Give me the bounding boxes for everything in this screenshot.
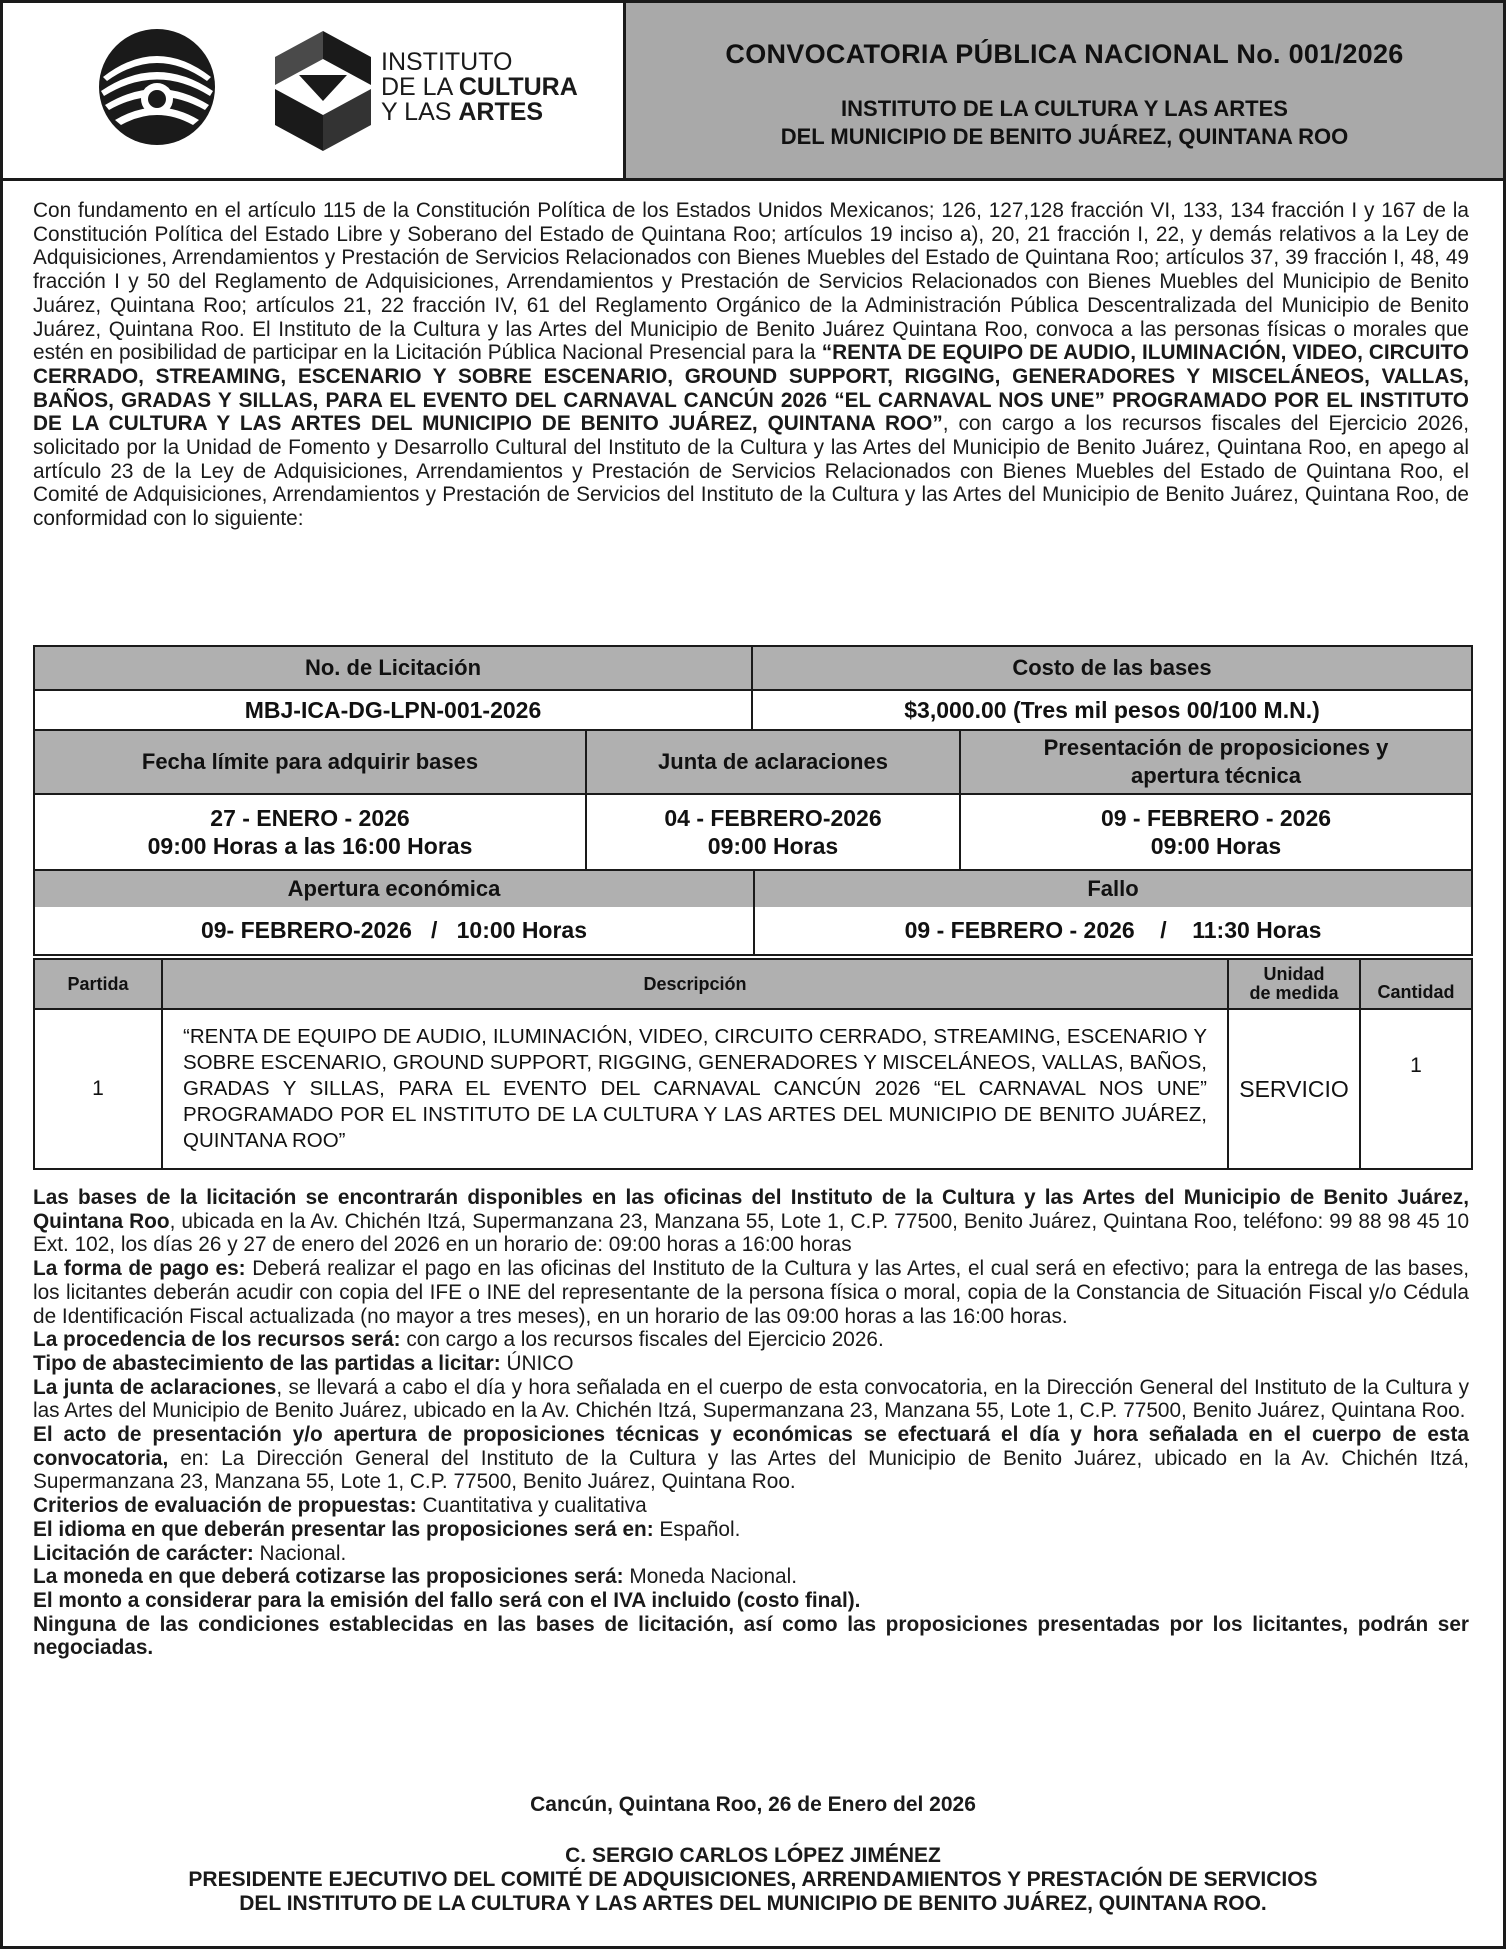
detail-ninguna: [33, 1613, 1469, 1660]
value-fallo: 09 - FEBRERO - 2026 / 11:30 Horas: [904, 916, 1322, 943]
institute-line-1: INSTITUTO: [381, 48, 513, 76]
row-cantidad: 1: [1410, 1054, 1422, 1077]
value-junta: [587, 795, 961, 871]
detail-junta: [33, 1376, 1469, 1423]
institute-wordmark: [381, 50, 578, 125]
bid-schedule-table: [33, 645, 1473, 956]
header-presentacion-line-1: Presentación de proposiciones y: [1043, 735, 1389, 760]
row-descripcion: [163, 1010, 1229, 1168]
detail-moneda: [33, 1565, 1469, 1589]
value-junta-time: 09:00 Horas: [707, 833, 839, 859]
signer-role-line-2: DEL INSTITUTO DE LA CULTURA Y LAS ARTES DEL MUNICIPIO DE BENITO JUÁREZ, QUINTANA ROO.: [239, 1892, 1267, 1915]
header-junta: Junta de aclaraciones: [587, 731, 961, 795]
detail-procedencia-text: con cargo a los recursos fiscales del Ejercicio 2026.: [400, 1328, 884, 1352]
detail-moneda-text: Moneda Nacional.: [623, 1565, 798, 1589]
detail-procedencia-label: La procedencia de los recursos será:: [33, 1328, 401, 1352]
col-partida: Partida: [35, 960, 163, 1010]
institute-line-2b: CULTURA: [458, 73, 578, 101]
detail-acto: [33, 1423, 1469, 1494]
value-presentacion-time: 09:00 Horas: [1150, 833, 1282, 859]
title-box: [623, 3, 1503, 178]
detail-tipo-text: ÚNICO: [500, 1351, 574, 1375]
value-costo: $3,000.00 (Tres mil pesos 00/100 M.N.): [753, 691, 1471, 731]
detail-tipo-label: Tipo de abastecimiento de las partidas a licitar:: [33, 1351, 501, 1375]
institute-line-3b: ARTES: [458, 98, 544, 126]
col-unidad: [1229, 960, 1361, 1010]
col-descripcion: Descripción: [163, 960, 1229, 1010]
value-fecha-limite: [35, 795, 587, 871]
detail-pago-text: Deberá realizar el pago en las oficinas del Instituto de la Cultura y las Artes, el cual será en efectivo; para la entrega de las bases, los licitantes deberán acudir con copia del IFE o INE del representante de la persona física o moral, copia de la Constancia de Situación Fiscal y/o Cédula de Identificación Fiscal actualizada (no mayor a tres meses), en un horario de las 09:00 horas a las 16:00 horas.: [33, 1257, 1470, 1328]
value-presentacion-date: 09 - FEBRERO - 2026: [1100, 805, 1332, 831]
detail-pago: [33, 1257, 1469, 1328]
row-unidad: SERVICIO: [1229, 1010, 1361, 1168]
detail-bases-label: Las bases de la licitación se encontrarán disponibles en las oficinas del Instituto de la Cultura y las Artes del Municipio de Benito Juárez, Quintana Roo: [33, 1186, 1469, 1233]
detail-idioma-text: Español.: [653, 1517, 741, 1541]
detail-pago-label: La forma de pago es:: [33, 1257, 246, 1281]
details-section: [33, 1186, 1469, 1660]
header-presentacion-line-2: apertura técnica: [1131, 763, 1301, 788]
institute-line-2: [381, 75, 578, 100]
detail-criterios: [33, 1494, 1469, 1518]
detail-junta-label: La junta de aclaraciones: [33, 1375, 277, 1399]
detail-idioma-label: El idioma en que deberán presentar las proposiciones será en:: [33, 1517, 654, 1541]
document-title: CONVOCATORIA PÚBLICA NACIONAL No. 001/2026: [725, 39, 1404, 69]
place-date: Cancún, Quintana Roo, 26 de Enero del 2026: [530, 1793, 976, 1816]
detail-caracter-text: Nacional.: [253, 1541, 347, 1565]
detail-tipo: [33, 1352, 1469, 1376]
signer-name: C. SERGIO CARLOS LÓPEZ JIMÉNEZ: [565, 1844, 941, 1867]
value-fecha-limite-date: 27 - ENERO - 2026: [210, 805, 410, 831]
header-fecha-limite: Fecha límite para adquirir bases: [35, 731, 587, 795]
value-licitacion: MBJ-ICA-DG-LPN-001-2026: [35, 691, 753, 731]
col-unidad-line-1: Unidad: [1263, 964, 1325, 984]
intro-paragraph: [33, 199, 1469, 531]
institute-line-3: [381, 100, 578, 125]
subtitle-line-2: DEL MUNICIPIO DE BENITO JUÁREZ, QUINTANA ROO: [780, 124, 1349, 149]
detail-criterios-label: Criterios de evaluación de propuestas:: [33, 1494, 417, 1518]
detail-bases-text: , ubicada en la Av. Chichén Itzá, Supermanzana 23, Manzana 55, Lote 1, C.P. 77500, Benito Juárez, Quintana Roo, teléfono: 99 88 98 45 10 Ext. 102, los días 26 y 27 de enero del 2026 en un horario de: 09:00 horas a 16:00 horas: [33, 1209, 1470, 1257]
header-fallo: Fallo: [755, 871, 1471, 907]
intro-text-2: , con cargo a los recursos fiscales del Ejercicio 2026, solicitado por la Unidad de Fomento y Desarrollo Cultural del Instituto de la Cultura y las Artes del Municipio de Benito Juárez, Quintana Roo, en apego al artículo 23 de la Ley de Adquisiciones, Arrendamientos y Prestación de Servicios Relacionados con Bienes Muebles del Estado de Quintana Roo, el Comité de Adquisiciones, Arrendamientos y Prestación de Servicios del Instituto de la Cultura y las Artes del Municipio de Benito Juárez, Quintana Roo, de conformidad con lo siguiente:: [33, 412, 1469, 531]
detail-ninguna-label: Ninguna de las condiciones establecidas en las bases de licitación, así como las proposiciones presentadas por los licitantes, podrán ser negociadas.: [33, 1612, 1469, 1660]
row-partida: 1: [35, 1010, 163, 1168]
value-fecha-limite-time: 09:00 Horas a las 16:00 Horas: [147, 833, 473, 859]
detail-monto-label: El monto a considerar para la emisión del fallo será con el IVA incluido (costo final).: [33, 1588, 861, 1612]
detail-caracter-label: Licitación de carácter:: [33, 1541, 254, 1565]
col-cantidad: Cantidad: [1361, 960, 1471, 1010]
signer-role-line-1: PRESIDENTE EJECUTIVO DEL COMITÉ DE ADQUISICIONES, ARRENDAMIENTOS Y PRESTACIÓN DE SERVICIOS: [188, 1868, 1318, 1891]
subtitle-line-1: INSTITUTO DE LA CULTURA Y LAS ARTES: [841, 96, 1288, 121]
document-subtitle: [626, 95, 1503, 151]
header-costo: Costo de las bases: [753, 647, 1471, 691]
detail-junta-text: , se llevará a cabo el día y hora señalada en el cuerpo de esta convocatoria, en la Dirección General del Instituto de la Cultura y las Artes del Municipio de Benito Juárez, ubicado en la Av. Chichén Itzá, Supermanzana 23, Manzana 55, Lote 1, C.P. 77500, Benito Juárez, Quintana Roo.: [33, 1375, 1469, 1423]
value-apertura: 09- FEBRERO-2026 / 10:00 Horas: [35, 905, 755, 954]
signature-block: [3, 1844, 1503, 1916]
institute-cube-logo-icon: [273, 29, 373, 154]
detail-acto-text: en: La Dirección General del Instituto de la Cultura y las Artes del Municipio de Benito Juárez, ubicado en la Av. Chichén Itzá, Supermanzana 23, Manzana 55, Lote 1, C.P. 77500, Benito Juárez, Quintana Roo.: [33, 1446, 1469, 1494]
intro-bold-title: “RENTA DE EQUIPO DE AUDIO, ILUMINACIÓN, VIDEO, CIRCUITO CERRADO, STREAMING, ESCENARIO Y SOBRE ESCENARIO, GROUND SUPPORT, RIGGING, GENERADORES Y MISCELÁNEOS, VALLAS, BAÑOS, GRADAS Y SILLAS, PARA EL EVENTO DEL CARNAVAL CANCÚN 2026 “EL CARNAVAL NOS UNE” PROGRAMADO POR EL INSTITUTO DE LA CULTURA Y LAS ARTES DEL MUNICIPIO DE BENITO JUÁREZ, QUINTANA ROO”: [33, 341, 1469, 436]
items-table: [33, 958, 1473, 1170]
value-presentacion: [961, 795, 1471, 871]
institute-line-3a: Y LAS: [381, 98, 459, 126]
detail-idioma: [33, 1518, 1469, 1542]
header-apertura: Apertura económica: [35, 871, 755, 907]
detail-caracter: [33, 1542, 1469, 1566]
row-descripcion-text: “RENTA DE EQUIPO DE AUDIO, ILUMINACIÓN, VIDEO, CIRCUITO CERRADO, STREAMING, ESCENARIO Y SOBRE ESCENARIO, GROUND SUPPORT, RIGGING, GENERADORES Y MISCELÁNEOS, VALLAS, BAÑOS, GRADAS Y SILLAS, PARA EL EVENTO DEL CARNAVAL CANCÚN 2026 “EL CARNAVAL NOS UNE” PROGRAMADO POR EL INSTITUTO DE LA CULTURA Y LAS ARTES DEL MUNICIPIO DE BENITO JUÁREZ, QUINTANA ROO”: [183, 1025, 1207, 1152]
header: [3, 3, 1503, 181]
detail-bases: [33, 1186, 1469, 1257]
intro-text-1: Con fundamento en el artículo 115 de la Constitución Política de los Estados Unidos Mexicanos; 126, 127,128 fracción VI, 133, 134 fracción I y 167 de la Constitución Política del Estado Libre y Soberano del Estado de Quintana Roo; artículos 19 inciso a), 20, 21 fracción I, 22, y demás relativos a la Ley de Adquisiciones, Arrendamientos y Prestación de Servicios Relacionados con Bienes Muebles del Estado de Quintana Roo; artículos 37, 39 fracción I, 48, 49 fracción I y 50 del Reglamento de Adquisiciones, Arrendamientos y Prestación de Servicios Relacionados con Bienes Muebles del Municipio de Benito Juárez, Quintana Roo; artículos 21, 22 fracción IV, 61 del Reglamento Orgánico de la Administración Pública Descentralizada del Municipio de Benito Juárez, Quintana Roo. El Instituto de la Cultura y las Artes del Municipio de Benito Juárez Quintana Roo, convoca a las personas físicas o morales que estén en posibilidad de participar en la Licitación Pública Nacional Presencial para la: [33, 199, 1469, 365]
value-junta-date: 04 - FEBRERO-2026: [664, 805, 882, 831]
detail-moneda-label: La moneda en que deberá cotizarse las proposiciones será:: [33, 1565, 624, 1589]
detail-monto: [33, 1589, 1469, 1613]
institute-line-2a: DE LA: [381, 73, 459, 101]
detail-acto-label: El acto de presentación y/o apertura de proposiciones técnicas y económicas se efectuará el día y hora señalada en el cuerpo de esta convocatoria,: [33, 1423, 1469, 1470]
municipality-logo-icon: [95, 25, 220, 150]
header-presentacion: [961, 731, 1471, 795]
detail-criterios-text: Cuantitativa y cualitativa: [416, 1494, 647, 1518]
col-unidad-line-2: de medida: [1249, 983, 1339, 1003]
header-licitacion: No. de Licitación: [35, 647, 753, 691]
detail-procedencia: [33, 1328, 1469, 1352]
logo-area: [3, 3, 623, 178]
